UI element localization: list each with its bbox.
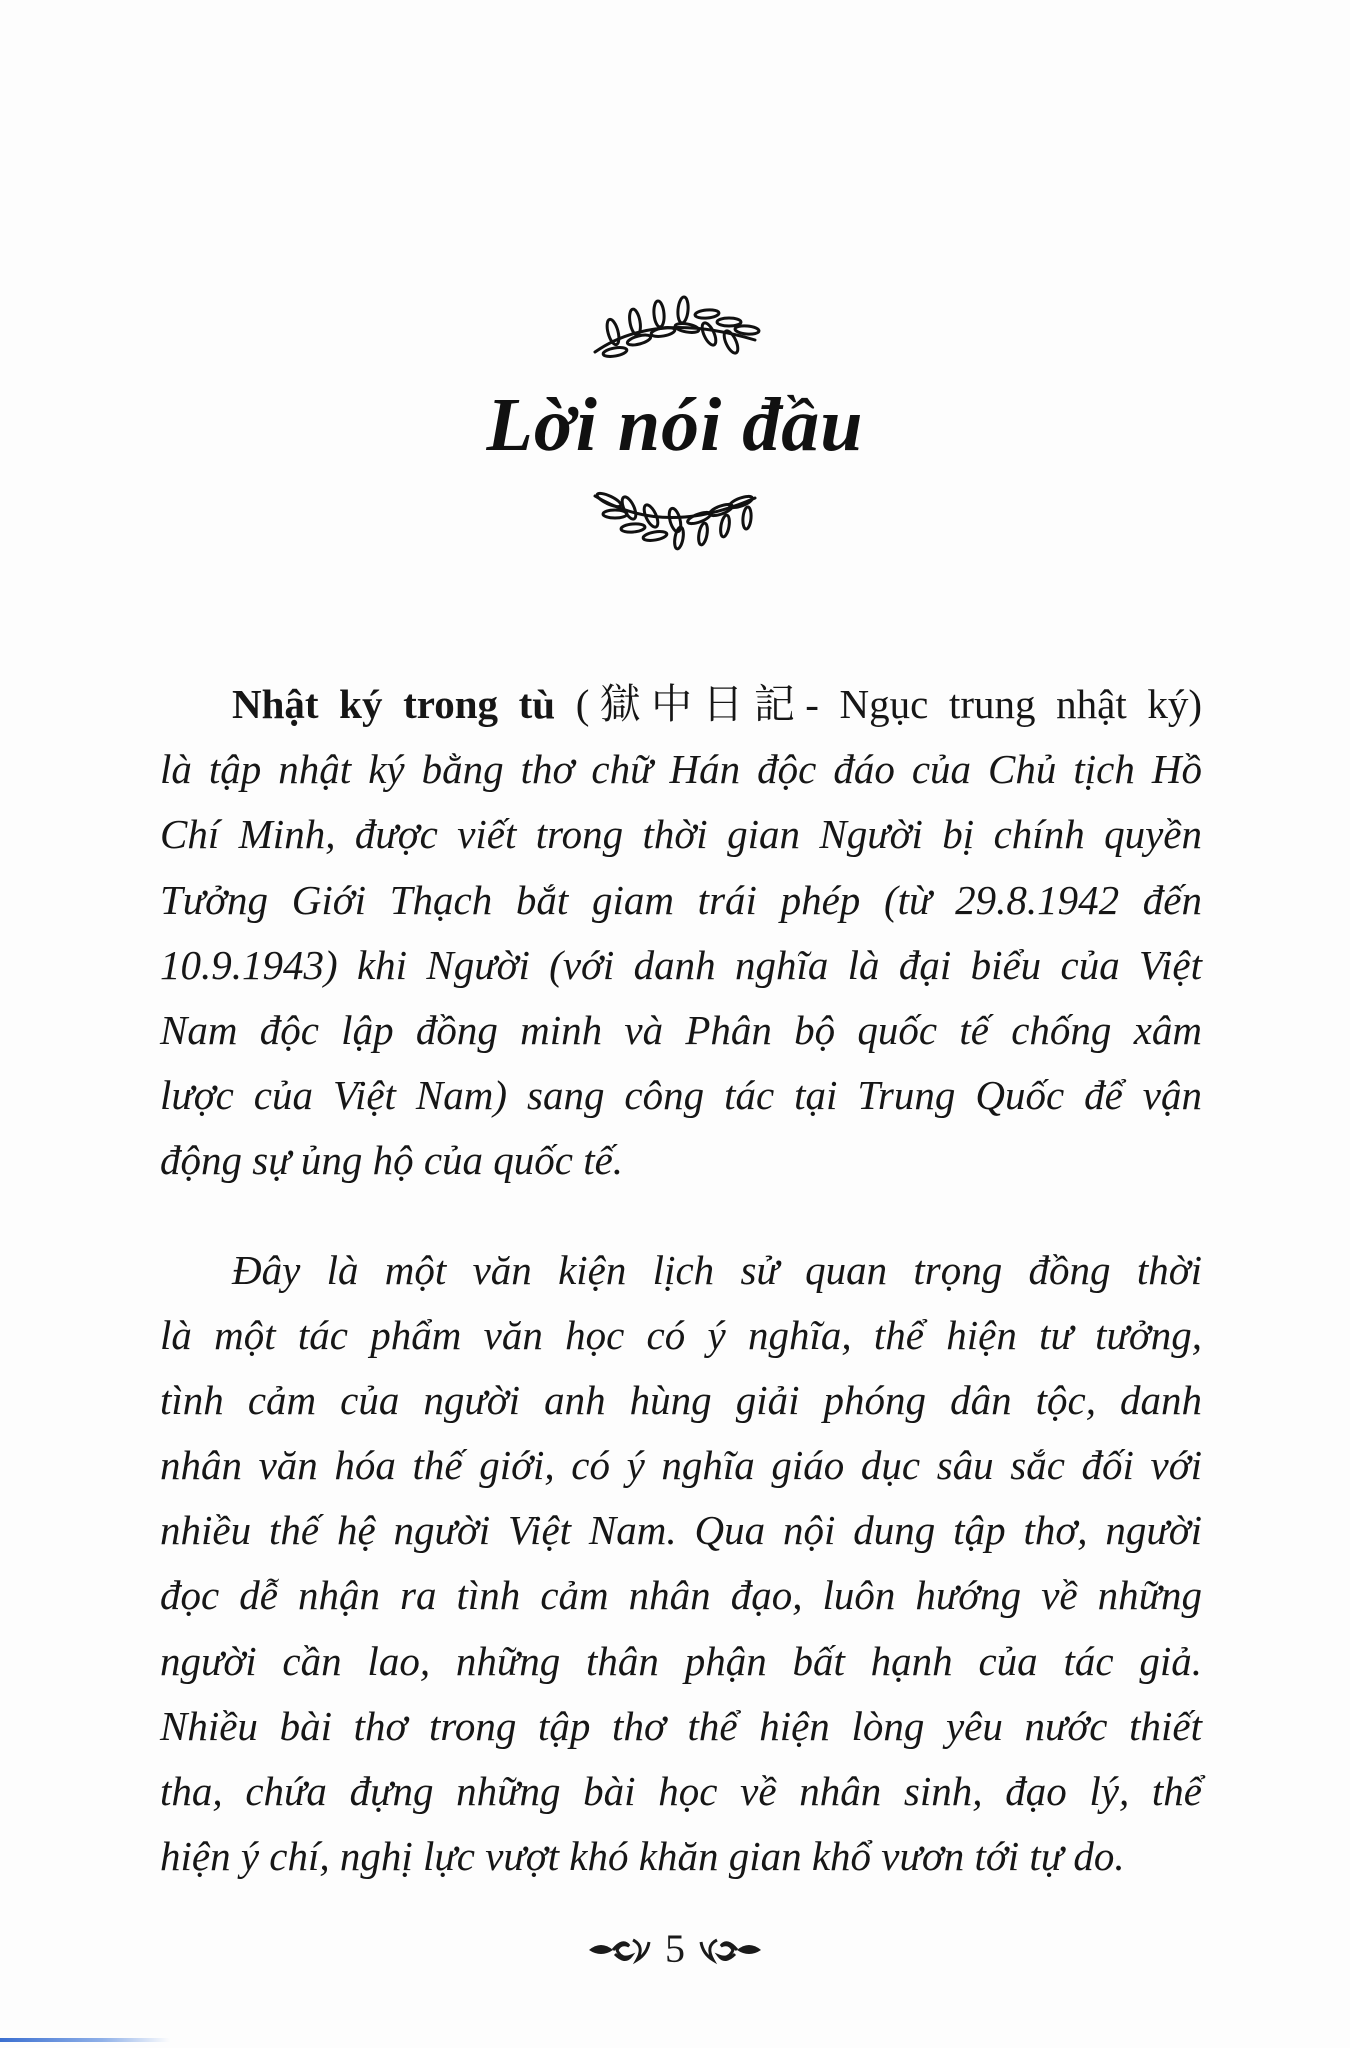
text-line: 10.9.1943) khi Người (với danh nghĩa là đại biểu của Việt bbox=[160, 941, 1202, 988]
text-line: Nhiều bài thơ trong tập thơ thể hiện lòng yêu nước thiết bbox=[160, 1702, 1202, 1749]
text-line: hiện ý chí, nghị lực vượt khó khăn gian khổ vươn tới tự do. bbox=[160, 1833, 1125, 1880]
page-footer bbox=[0, 1925, 1350, 1972]
floral-flourish-right-icon bbox=[693, 1932, 763, 1966]
text-line: đọc dễ nhận ra tình cảm nhân đạo, luôn hướng về những bbox=[160, 1572, 1202, 1619]
floral-flourish-left-icon bbox=[587, 1932, 657, 1966]
text-line: tình cảm của người anh hùng giải phóng dân tộc, danh bbox=[160, 1376, 1202, 1423]
text-line: Nam độc lập đồng minh và Phân bộ quốc tế chống xâm bbox=[160, 1006, 1202, 1053]
text-line: người cần lao, những thân phận bất hạnh của tác giả. bbox=[160, 1637, 1202, 1684]
text-line: động sự ủng hộ của quốc tế. bbox=[160, 1137, 624, 1184]
text-line: nhiều thế hệ người Việt Nam. Qua nội dung tập thơ, người bbox=[160, 1507, 1202, 1554]
book-title-bold: Nhật ký trong tù bbox=[232, 681, 556, 727]
scan-edge-artifact bbox=[0, 2038, 170, 2042]
original-title: (獄中日記- Ngục trung nhật ký) bbox=[555, 681, 1202, 727]
text-line: Đây là một văn kiện lịch sử quan trọng đồng thời bbox=[232, 1246, 1202, 1293]
paragraph-2 bbox=[160, 1238, 1202, 1890]
text-line: Chí Minh, được viết trong thời gian Người bị chính quyền bbox=[160, 811, 1202, 858]
body-text bbox=[160, 672, 1202, 1889]
text-line bbox=[160, 672, 1202, 737]
text-line: nhân văn hóa thế giới, có ý nghĩa giáo dục sâu sắc đối với bbox=[160, 1442, 1202, 1489]
paragraph-1 bbox=[160, 672, 1202, 1194]
page-number: 5 bbox=[665, 1926, 685, 1971]
text-line: là một tác phẩm văn học có ý nghĩa, thể hiện tư tưởng, bbox=[160, 1311, 1202, 1358]
text-line: lược của Việt Nam) sang công tác tại Trung Quốc để vận bbox=[160, 1072, 1202, 1119]
text-line: là tập nhật ký bằng thơ chữ Hán độc đáo của Chủ tịch Hồ bbox=[160, 746, 1202, 793]
text-line: Tưởng Giới Thạch bắt giam trái phép (từ 29.8.1942 đến bbox=[160, 876, 1202, 923]
leaf-sprig-top-icon bbox=[575, 290, 775, 370]
leaf-sprig-bottom-icon bbox=[575, 478, 775, 558]
page-title: Lời nói đầu bbox=[486, 383, 864, 467]
text-line: tha, chứa đựng những bài học về nhân sinh, đạo lý, thể bbox=[160, 1768, 1202, 1814]
